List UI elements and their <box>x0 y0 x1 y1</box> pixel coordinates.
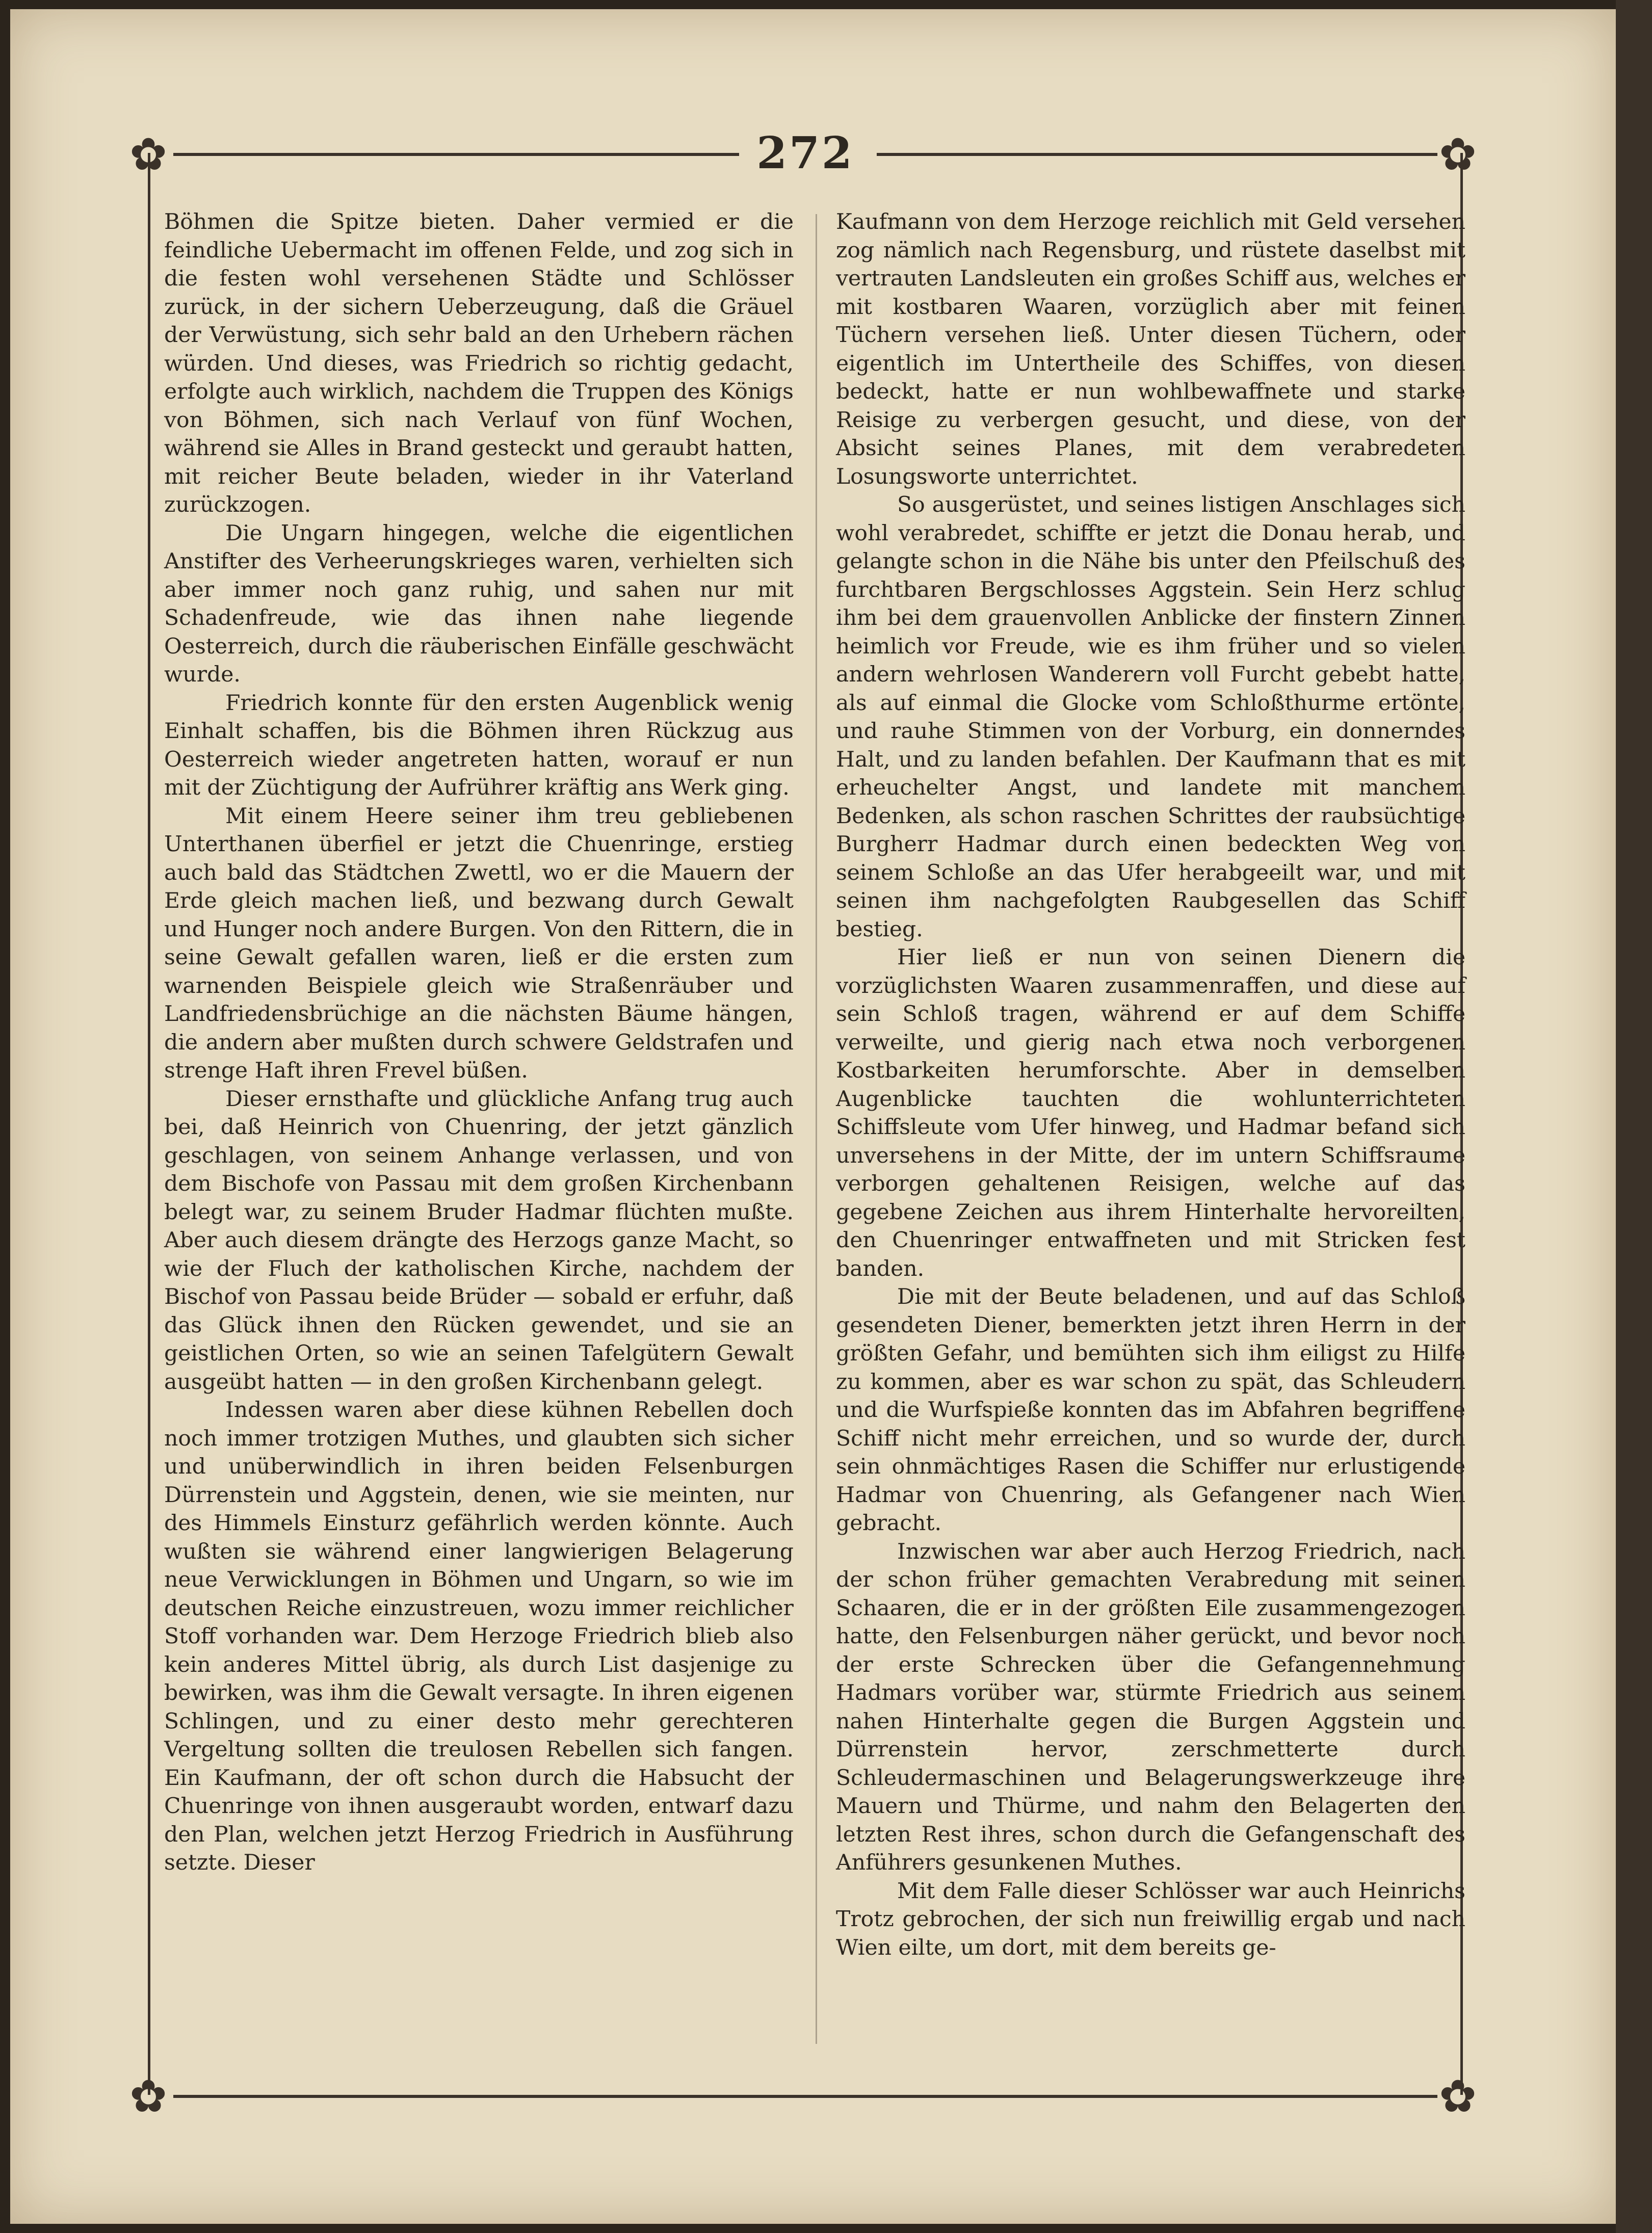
text-column-right <box>836 208 1465 1962</box>
corner-rosette-ornament-icon: ✿ <box>1439 128 1477 180</box>
paragraph: So ausgerüstet, und seines listigen Anschlages sich wohl verabredet, schiffte er jetzt die Donau herab, und gelangte schon in die Nähe bis unter den Pfeilschuß des furchtbaren Bergschlosses Aggstein. Sein Herz schlug ihm bei dem grauenvollen Anblicke der finstern Zinnen heimlich vor Freude, wie es ihm früher und so vielen andern wehrlosen Wanderern voll Furcht gebebt hatte, als auf einmal die Glocke vom Schloßthurme ertönte, und rauhe Stimmen von der Vorburg, ein donnerndes Halt, und zu landen befahlen. Der Kaufmann that es mit erheuchelter Angst, und landete mit manchem Bedenken, als schon raschen Schrittes der raubsüchtige Burgherr Hadmar durch einen bedeckten Weg von seinem Schloße an das Ufer herabgeeilt war, und mit seinen ihm nachgefolgten Raubgesellen das Schiff bestieg. <box>836 492 1465 942</box>
paragraph: Inzwischen war aber auch Herzog Friedrich, nach der schon früher gemachten Verabredung mit seinen Schaaren, die er in der größten Eile zusammengezogen hatte, den Felsenburgen näher gerückt, und bevor noch der erste Schrecken über die Gefangennehmung Hadmars vorüber war, stürmte Friedrich aus seinem nahen Hinterhalte gegen die Burgen Aggstein und Dürrenstein hervor, zerschmetterte durch Schleudermaschinen und Belagerungswerkzeuge ihre Mauern und Thürme, und nahm den Belagerten den letzten Rest ihres, schon durch die Gefangenschaft des Anführers gesunkenen Muthes. <box>836 1539 1465 1875</box>
paragraph: Mit einem Heere seiner ihm treu gebliebenen Unterthanen überfiel er jetzt die Chuenringe, erstieg auch bald das Städtchen Zwettl, wo er die Mauern der Erde gleich machen ließ, und bezwang durch Gewalt und Hunger noch andere Burgen. Von den Rittern, die in seine Gewalt gefallen waren, ließ er die ersten zum warnenden Beispiele gleich wie Straßenräuber und Landfriedensbrüchige an die nächsten Bäume hängen, die andern aber mußten durch schwere Geldstrafen und strenge Haft ihren Frevel büßen. <box>164 803 794 1083</box>
text-column-left <box>164 208 794 1877</box>
corner-rosette-ornament-icon: ✿ <box>1439 2070 1477 2122</box>
page-number: 272 <box>756 127 854 179</box>
page-edge <box>1616 0 1652 2233</box>
paragraph: Friedrich konnte für den ersten Augenblick wenig Einhalt schaffen, bis die Böhmen ihren Rückzug aus Oesterreich wieder angetreten hatten, worauf er nun mit der Züchtigung der Aufrührer kräftig ans Werk ging. <box>164 690 794 800</box>
top-rule-right <box>877 153 1437 156</box>
paragraph: Indessen waren aber diese kühnen Rebellen doch noch immer trotzigen Muthes, und glaubten sich sicher und unüberwindlich in ihren beiden Felsenburgen Dürrenstein und Aggstein, denen, wie sie meinten, nur des Himmels Einsturz gefährlich werden könnte. Auch wußten sie während einer langwierigen Belagerung neue Verwicklungen in Böhmen und Ungarn, so wie im deutschen Reiche einzustreuen, wozu immer reichlicher Stoff vorhanden war. Dem Herzoge Friedrich blieb also kein anderes Mittel übrig, als durch List dasjenige zu bewirken, was ihm die Gewalt versagte. In ihren eigenen Schlingen, und zu einer desto mehr gerechteren Vergeltung sollten die treulosen Rebellen sich fangen. Ein Kaufmann, der oft schon durch die Habsucht der Chuenringe von ihnen ausgeraubt worden, entwarf dazu den Plan, welchen jetzt Herzog Friedrich in Ausführung setzte. Dieser <box>164 1398 794 1875</box>
paragraph: Dieser ernsthafte und glückliche Anfang trug auch bei, daß Heinrich von Chuenring, der jetzt gänzlich geschlagen, von seinem Anhange verlassen, und von dem Bischofe von Passau mit dem großen Kirchenbann belegt war, zu seinem Bruder Hadmar flüchten mußte. Aber auch diesem drängte des Herzogs ganze Macht, so wie der Fluch der katholischen Kirche, nachdem der Bischof von Passau beide Brüder — sobald er erfuhr, daß das Glück ihnen den Rücken gewendet, und sie an geistlichen Orten, so wie an seinen Tafelgütern Gewalt ausgeübt hatten — in den großen Kirchenbann gelegt. <box>164 1086 794 1395</box>
column-divider <box>816 214 817 2044</box>
bottom-rule <box>173 2095 1437 2098</box>
corner-rosette-ornament-icon: ✿ <box>129 2070 167 2122</box>
paragraph: Kaufmann von dem Herzoge reichlich mit Geld versehen zog nämlich nach Regensburg, und rüstete daselbst mit vertrauten Landsleuten ein großes Schiff aus, welches er mit kostbaren Waaren, vorzüglich aber mit feinen Tüchern versehen ließ. Unter diesen Tüchern, oder eigentlich im Untertheile des Schiffes, von diesen bedeckt, hatte er nun wohlbewaffnete und starke Reisige zu verbergen gesucht, und diese, von der Absicht seines Planes, mit dem verabredeten Losungsworte unterrichtet. <box>836 209 1465 489</box>
top-rule-left <box>173 153 739 156</box>
paragraph: Böhmen die Spitze bieten. Daher vermied er die feindliche Uebermacht im offenen Felde, und zog sich in die festen wohl versehenen Städte und Schlösser zurück, in der sichern Ueberzeugung, daß die Gräuel der Verwüstung, sich sehr bald an den Urhebern rächen würden. Und dieses, was Friedrich so richtig gedacht, erfolgte auch wirklich, nachdem die Truppen des Königs von Böhmen, sich nach Verlauf von fünf Wochen, während sie Alles in Brand gesteckt und geraubt hatten, mit reicher Beute beladen, wieder in ihr Vaterland zurückzogen. <box>164 209 794 517</box>
paragraph: Hier ließ er nun von seinen Dienern die vorzüglichsten Waaren zusammenraffen, und diese auf sein Schloß tragen, während er auf dem Schiffe verweilte, und gierig nach etwa noch verborgenen Kostbarkeiten herumforschte. Aber in demselben Augenblicke tauchten die wohlunterrichteten Schiffsleute vom Ufer hinweg, und Hadmar befand sich unversehens in der Mitte, der im untern Schiffsraume verborgen gehaltenen Reisigen, welche auf das gegebene Zeichen aus ihrem Hinterhalte hervoreilten, den Chuenringer entwaffneten und mit Stricken fest banden. <box>836 945 1465 1281</box>
corner-rosette-ornament-icon: ✿ <box>129 128 167 180</box>
paragraph: Die Ungarn hingegen, welche die eigentlichen Anstifter des Verheerungskrieges waren, verhielten sich aber immer noch ganz ruhig, und sahen nur mit Schadenfreude, wie das ihnen nahe liegende Oesterreich, durch die räuberischen Einfälle geschwächt wurde. <box>164 520 794 687</box>
paragraph: Mit dem Falle dieser Schlösser war auch Heinrichs Trotz gebrochen, der sich nun freiwillig ergab und nach Wien eilte, um dort, mit dem bereits ge- <box>836 1878 1465 1960</box>
paragraph: Die mit der Beute beladenen, und auf das Schloß gesendeten Diener, bemerkten jetzt ihren Herrn in der größten Gefahr, und bemühten sich ihm eiligst zu Hilfe zu kommen, aber es war schon zu spät, das Schleudern und die Wurfspieße konnten das im Abfahren begriffene Schiff nicht mehr erreichen, und so wurde der, durch sein ohnmächtiges Rasen die Schiffer nur erlustigende Hadmar von Chuenring, als Gefangener nach Wien gebracht. <box>836 1284 1465 1536</box>
